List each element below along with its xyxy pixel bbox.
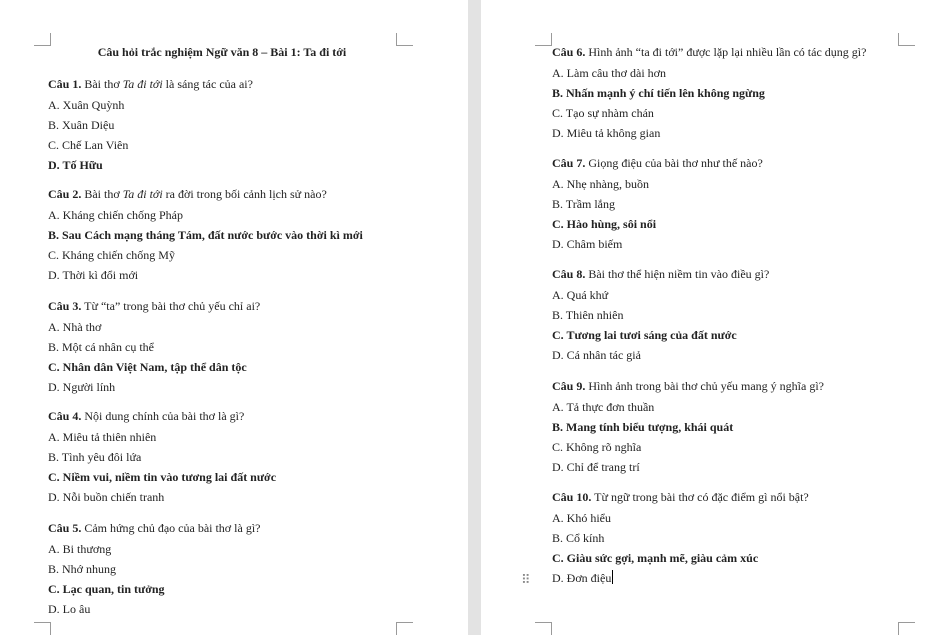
question-label: Câu 7. [552, 156, 586, 170]
question-1[interactable] [48, 76, 253, 92]
answer-option[interactable]: D. Người lính [48, 380, 116, 394]
answer-option[interactable]: C. Lạc quan, tin tưởng [48, 582, 165, 596]
answer-option[interactable]: A. Nhà thơ [48, 320, 102, 334]
answer-option[interactable]: C. Hào hùng, sôi nổi [552, 217, 657, 231]
question-label: Câu 6. [552, 45, 586, 59]
margin-corner-mark [396, 622, 413, 635]
answer-option[interactable]: A. Tả thực đơn thuần [552, 400, 655, 414]
answer-option[interactable]: A. Miêu tả thiên nhiên [48, 430, 157, 444]
answer-option[interactable]: A. Kháng chiến chống Pháp [48, 208, 183, 222]
question-text: Hình ảnh trong bài thơ chủ yếu mang ý nghĩa gì? [585, 379, 824, 393]
question-label: Câu 3. [48, 299, 82, 313]
answer-option[interactable]: A. Nhẹ nhàng, buồn [552, 177, 649, 191]
margin-corner-mark [535, 622, 552, 635]
question-text: Cảm hứng chủ đạo của bài thơ là gì? [81, 521, 261, 535]
question-label: Câu 2. [48, 187, 82, 201]
question-text: Bài thơ [81, 187, 123, 201]
answer-option[interactable]: C. Niềm vui, niềm tin vào tương lai đất nước [48, 470, 277, 484]
question-4[interactable] [48, 408, 244, 424]
answer-option[interactable]: C. Tạo sự nhàm chán [552, 106, 654, 120]
margin-corner-mark [535, 33, 552, 46]
question-2[interactable] [48, 186, 327, 202]
answer-option[interactable]: C. Giàu sức gợi, mạnh mẽ, giàu cảm xúc [552, 551, 759, 565]
answer-option[interactable]: D. Nỗi buồn chiến tranh [48, 490, 165, 504]
answer-option[interactable]: D. Đơn điệu [552, 571, 612, 585]
document-title[interactable]: Câu hỏi trắc nghiệm Ngữ văn 8 – Bài 1: Ta đi tới [97, 45, 347, 59]
answer-option[interactable]: D. Miêu tả không gian [552, 126, 661, 140]
answer-option[interactable]: B. Nhớ nhung [48, 562, 117, 576]
page-left[interactable] [0, 0, 468, 635]
question-text: Hình ảnh “ta đi tới” được lặp lại nhiều lần có tác dụng gì? [585, 45, 867, 59]
answer-option[interactable]: C. Kháng chiến chống Mỹ [48, 248, 175, 262]
answer-option[interactable]: D. Cá nhân tác giả [552, 348, 641, 362]
answer-option[interactable]: B. Cổ kính [552, 531, 605, 545]
question-text: ra đời trong bối cảnh lịch sử nào? [162, 187, 327, 201]
answer-option[interactable]: A. Xuân Quỳnh [48, 98, 125, 112]
answer-option[interactable]: B. Một cá nhân cụ thể [48, 340, 154, 354]
question-text: Bài thơ thể hiện niềm tin vào điều gì? [585, 267, 770, 281]
page-right[interactable] [481, 0, 945, 635]
answer-option[interactable]: C. Nhân dân Việt Nam, tập thể dân tộc [48, 360, 247, 374]
answer-option[interactable]: D. Chỉ để trang trí [552, 460, 640, 474]
question-3[interactable] [48, 298, 260, 314]
question-text: Nội dung chính của bài thơ là gì? [81, 409, 245, 423]
question-label: Câu 4. [48, 409, 82, 423]
page-gap [468, 0, 481, 635]
answer-option[interactable]: A. Khó hiểu [552, 511, 611, 525]
question-6[interactable] [552, 44, 866, 60]
question-5[interactable] [48, 520, 260, 536]
poem-title: Ta đi tới [122, 187, 163, 201]
question-9[interactable] [552, 378, 824, 394]
answer-option[interactable]: D. Châm biếm [552, 237, 623, 251]
question-text: Từ “ta” trong bài thơ chủ yếu chỉ ai? [81, 299, 261, 313]
answer-option[interactable]: B. Trầm lắng [552, 197, 616, 211]
answer-option[interactable]: B. Mang tính biểu tượng, khái quát [552, 420, 734, 434]
question-label: Câu 8. [552, 267, 586, 281]
answer-option[interactable]: B. Nhấn mạnh ý chí tiến lên không ngừng [552, 86, 765, 100]
question-text: Bài thơ [81, 77, 123, 91]
answer-option[interactable]: A. Làm câu thơ dài hơn [552, 66, 666, 80]
question-8[interactable] [552, 266, 769, 282]
question-10[interactable] [552, 489, 809, 505]
margin-corner-mark [898, 622, 915, 635]
answer-option[interactable]: C. Tương lai tươi sáng của đất nước [552, 328, 737, 342]
answer-option[interactable]: A. Bi thương [48, 542, 112, 556]
question-7[interactable] [552, 155, 763, 171]
question-label: Câu 1. [48, 77, 82, 91]
answer-option[interactable]: B. Sau Cách mạng tháng Tám, đất nước bước vào thời kì mới [48, 228, 363, 242]
question-text: là sáng tác của ai? [162, 77, 253, 91]
answer-option[interactable]: B. Tình yêu đôi lứa [48, 450, 142, 464]
drag-handle-icon[interactable]: ⠿ [521, 573, 531, 588]
question-text: Giọng điệu của bài thơ như thế nào? [585, 156, 763, 170]
answer-option[interactable]: B. Xuân Diệu [48, 118, 115, 132]
answer-option[interactable]: B. Thiên nhiên [552, 308, 624, 322]
answer-option[interactable]: D. Lo âu [48, 602, 91, 616]
margin-corner-mark [898, 33, 915, 46]
answer-option[interactable]: C. Không rõ nghĩa [552, 440, 642, 454]
text-cursor [612, 570, 613, 584]
question-text: Từ ngữ trong bài thơ có đặc điểm gì nổi bật? [591, 490, 809, 504]
poem-title: Ta đi tới [122, 77, 163, 91]
question-label: Câu 10. [552, 490, 592, 504]
question-label: Câu 9. [552, 379, 586, 393]
margin-corner-mark [396, 33, 413, 46]
question-label: Câu 5. [48, 521, 82, 535]
answer-option[interactable]: C. Chế Lan Viên [48, 138, 129, 152]
answer-option[interactable]: D. Tố Hữu [48, 158, 103, 172]
margin-corner-mark [34, 622, 51, 635]
answer-option[interactable]: D. Thời kì đổi mới [48, 268, 139, 282]
answer-option[interactable]: A. Quá khứ [552, 288, 609, 302]
